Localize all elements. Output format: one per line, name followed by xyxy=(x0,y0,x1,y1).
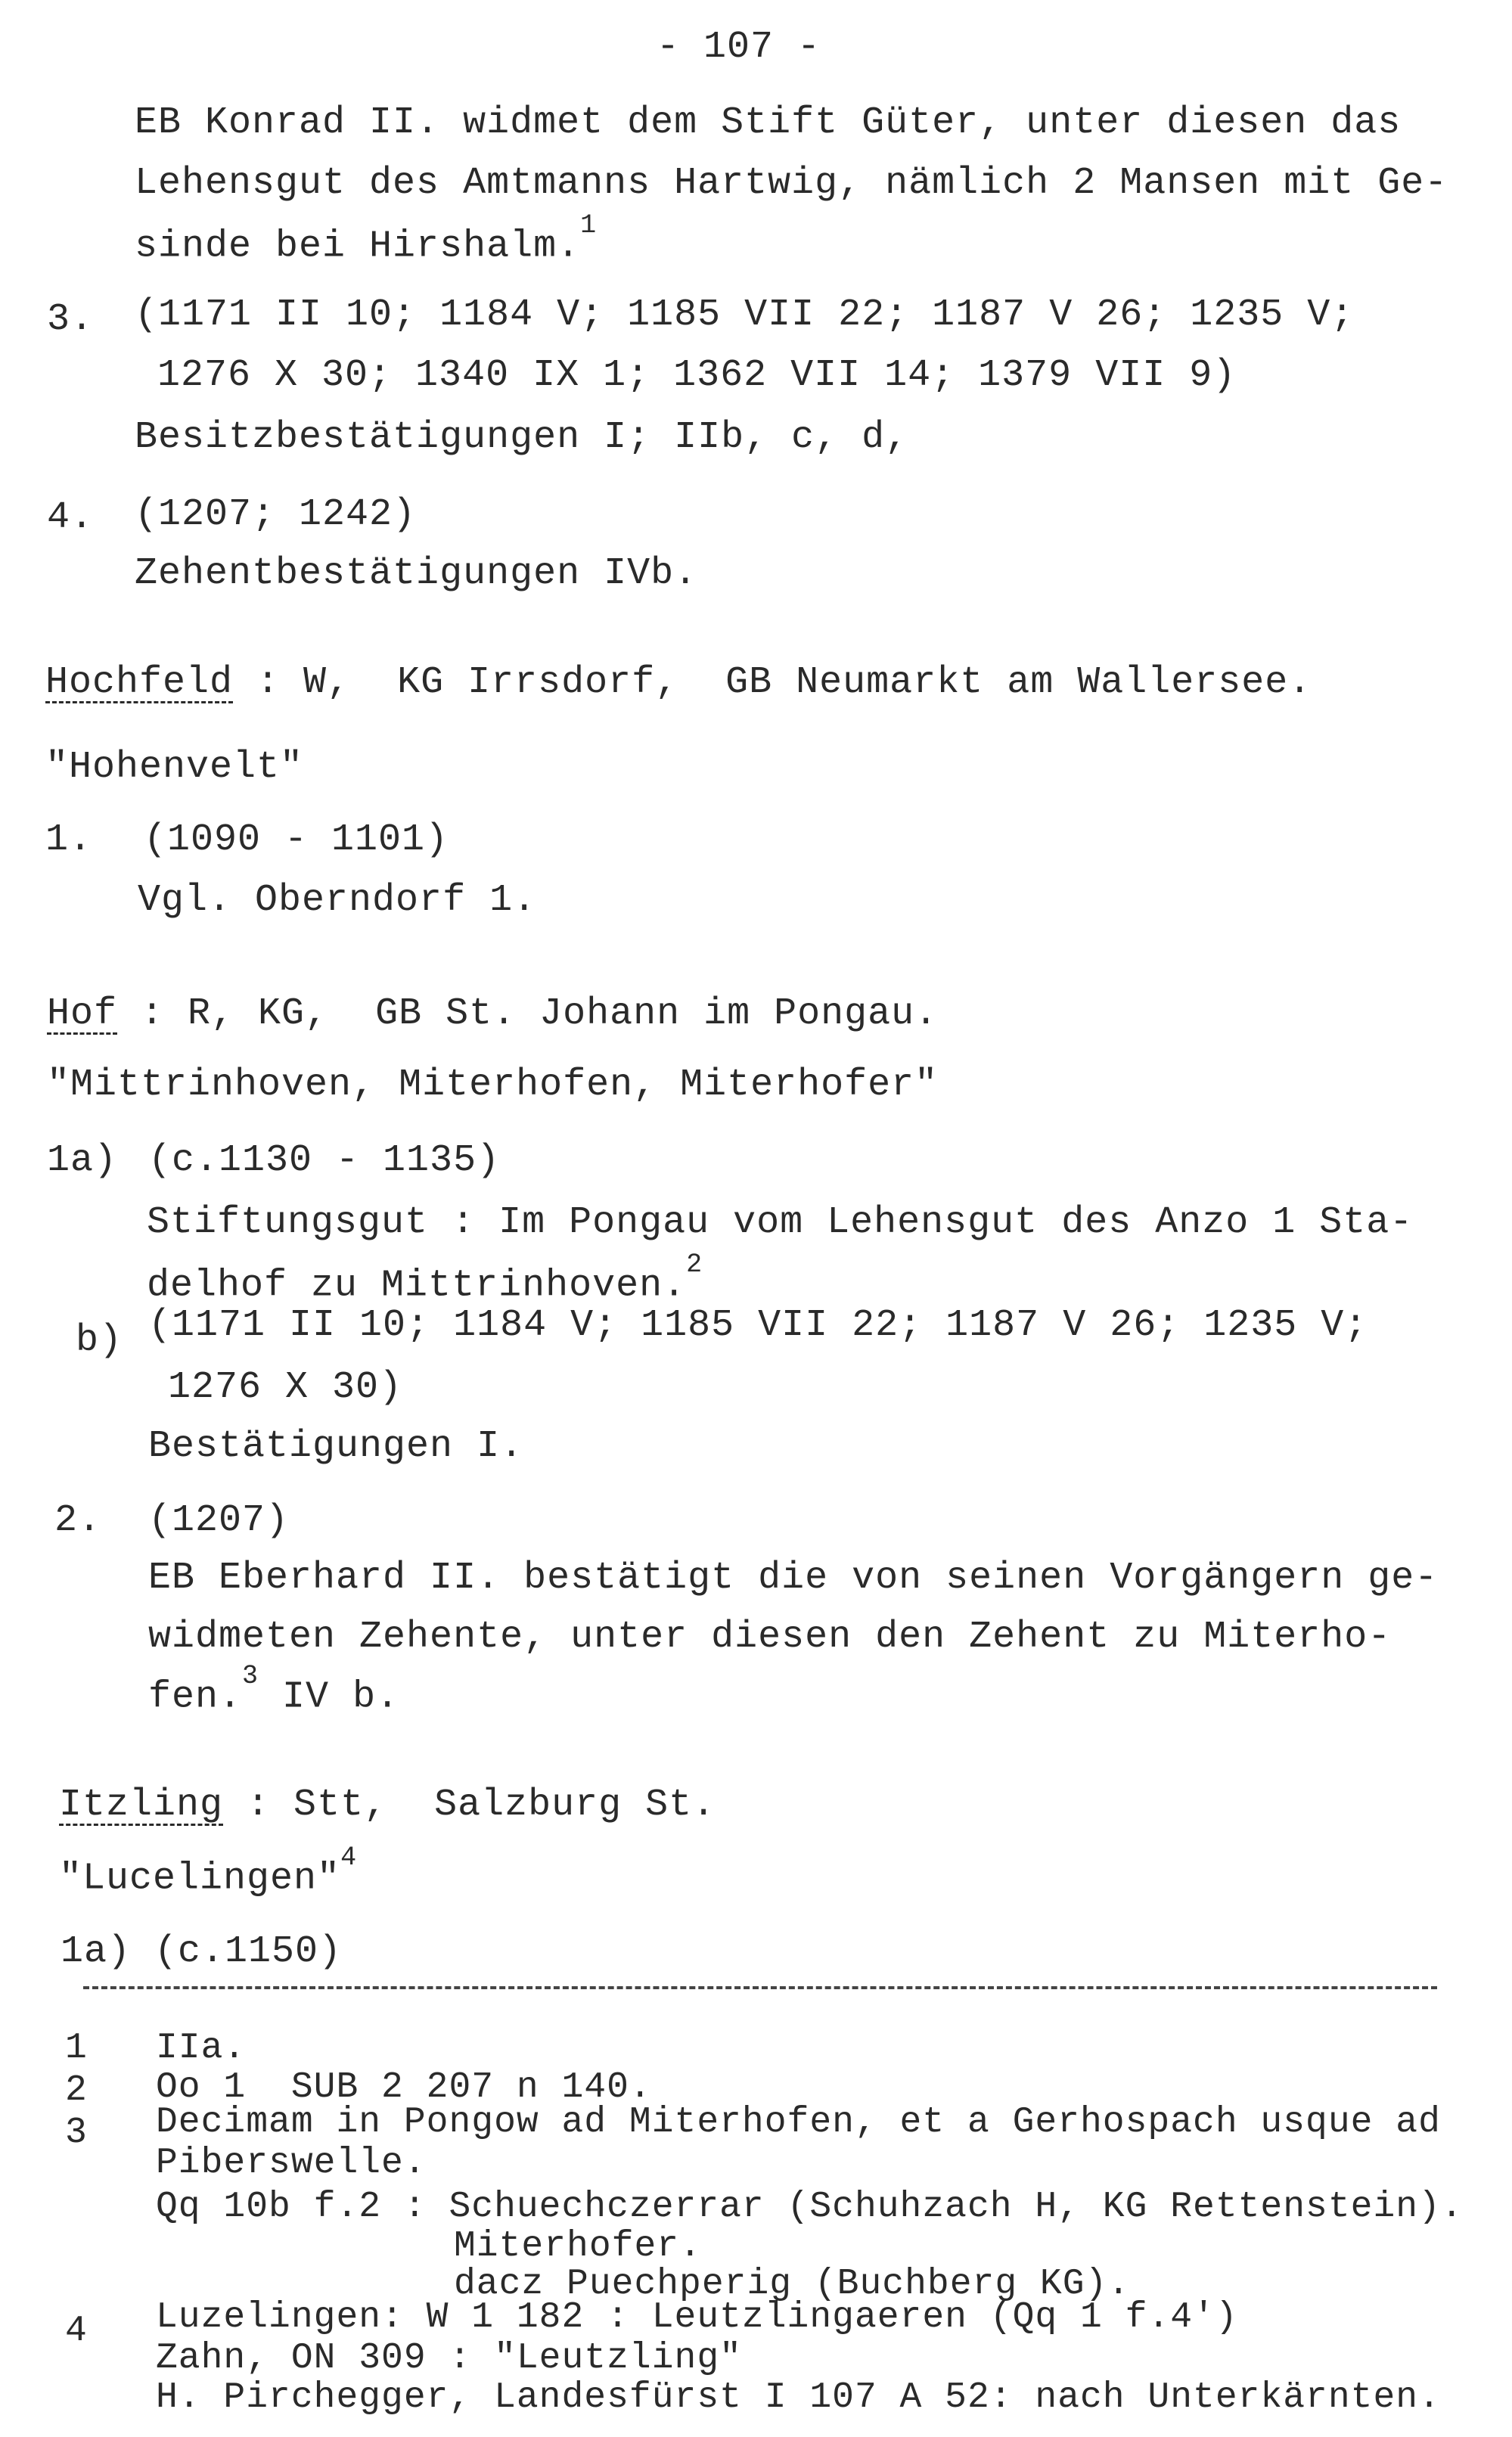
footnote-ref: 1 xyxy=(580,210,598,241)
item-number: 3. xyxy=(47,298,95,341)
entry-heading: Hof : R, KG, GB St. Johann im Pongau. xyxy=(47,992,939,1035)
footnote-number: 3 xyxy=(65,2113,88,2153)
text-line: widmeten Zehente, unter diesen den Zehent zu Miterho- xyxy=(148,1616,1392,1659)
footnote-text: Oo 1 SUB 2 207 n 140. xyxy=(156,2067,652,2108)
place-name: Hof xyxy=(47,992,118,1035)
footnote-number: 2 xyxy=(65,2070,88,2111)
historical-name: "Hohenvelt" xyxy=(45,746,304,789)
item-number: 1. xyxy=(45,818,93,861)
text-line: (1171 II 10; 1184 V; 1185 VII 22; 1187 V 26; 1235 V; xyxy=(148,1304,1368,1347)
text-line: Zehentbestätigungen IVb. xyxy=(135,552,698,595)
footnote-number: 4 xyxy=(65,2311,88,2352)
text-line: 1276 X 30; 1340 IX 1; 1362 VII 14; 1379 VII 9) xyxy=(157,354,1237,397)
text-line: EB Eberhard II. bestätigt die von seinen Vorgängern ge- xyxy=(148,1557,1439,1600)
text-line: 1a) (c.1150) xyxy=(61,1930,343,1973)
page-number: - 107 - xyxy=(657,26,821,69)
footnote-number: 1 xyxy=(65,2028,88,2069)
footnote-text: IIa. xyxy=(156,2028,247,2069)
entry-heading: Hochfeld : W, KG Irrsdorf, GB Neumarkt am Wallersee. xyxy=(45,661,1312,704)
place-name: Hochfeld xyxy=(45,661,234,704)
text-line: (c.1130 - 1135) xyxy=(148,1139,501,1182)
text-line: (1171 II 10; 1184 V; 1185 VII 22; 1187 V 26; 1235 V; xyxy=(135,293,1355,337)
text-line: Vgl. Oberndorf 1. xyxy=(138,879,537,922)
text-line: delhof zu Mittrinhoven.$^2$ xyxy=(147,1250,703,1308)
text-line: 1276 X 30) xyxy=(168,1366,403,1409)
footnote-text: dacz Puechperig (Buchberg KG). xyxy=(454,2264,1131,2305)
item-number: b) xyxy=(76,1319,123,1362)
footnote-ref: 3 xyxy=(242,1661,259,1691)
item-number: 1a) xyxy=(47,1139,118,1182)
text-line: (1090 - 1101) xyxy=(144,818,449,861)
footnote-text: Decimam in Pongow ad Miterhofen, et a Gerhospach usque ad xyxy=(156,2102,1441,2143)
item-number: 4. xyxy=(47,496,95,539)
historical-name: "Mittrinhoven, Miterhofen, Miterhofer" xyxy=(47,1063,939,1107)
footnote-text: Piberswelle. xyxy=(156,2143,427,2184)
footnote-text: Qq 10b f.2 : Schuechczerrar (Schuhzach H, KG Rettenstein). xyxy=(156,2187,1464,2227)
text-line: Besitzbestätigungen I; IIb, c, d, xyxy=(135,416,909,459)
entry-heading: Itzling : Stt, Salzburg St. xyxy=(59,1784,716,1827)
footnote-text: Zahn, ON 309 : "Leutzling" xyxy=(156,2338,742,2379)
text-line: (1207; 1242) xyxy=(135,493,417,536)
text-line: EB Konrad II. widmet dem Stift Güter, unter diesen das xyxy=(135,101,1402,144)
text-line: Lehensgut des Amtmanns Hartwig, nämlich 2 Mansen mit Ge- xyxy=(135,162,1448,205)
text-line: (1207) xyxy=(148,1499,290,1542)
place-name: Itzling xyxy=(59,1784,224,1827)
footnote-ref: 2 xyxy=(686,1250,703,1280)
text-line: Stiftungsgut : Im Pongau vom Lehensgut des Anzo 1 Sta- xyxy=(147,1201,1414,1244)
historical-name: "Lucelingen"$^4$ xyxy=(59,1842,358,1901)
footnote-text: H. Pirchegger, Landesfürst I 107 A 52: nach Unterkärnten. xyxy=(156,2377,1441,2418)
text-line: sinde bei Hirshalm.$^1$ xyxy=(135,210,598,269)
footnote-ref: 4 xyxy=(340,1842,358,1873)
footnote-text: Miterhofer. xyxy=(454,2226,702,2267)
footnote-text: Luzelingen: W 1 182 : Leutzlingaeren (Qq 1 f.4') xyxy=(156,2297,1238,2338)
footnote-divider xyxy=(83,1986,1437,1989)
text-line: fen.$^3$ IV b. xyxy=(148,1661,400,1719)
text-line: Bestätigungen I. xyxy=(148,1425,524,1468)
item-number: 2. xyxy=(54,1499,102,1542)
